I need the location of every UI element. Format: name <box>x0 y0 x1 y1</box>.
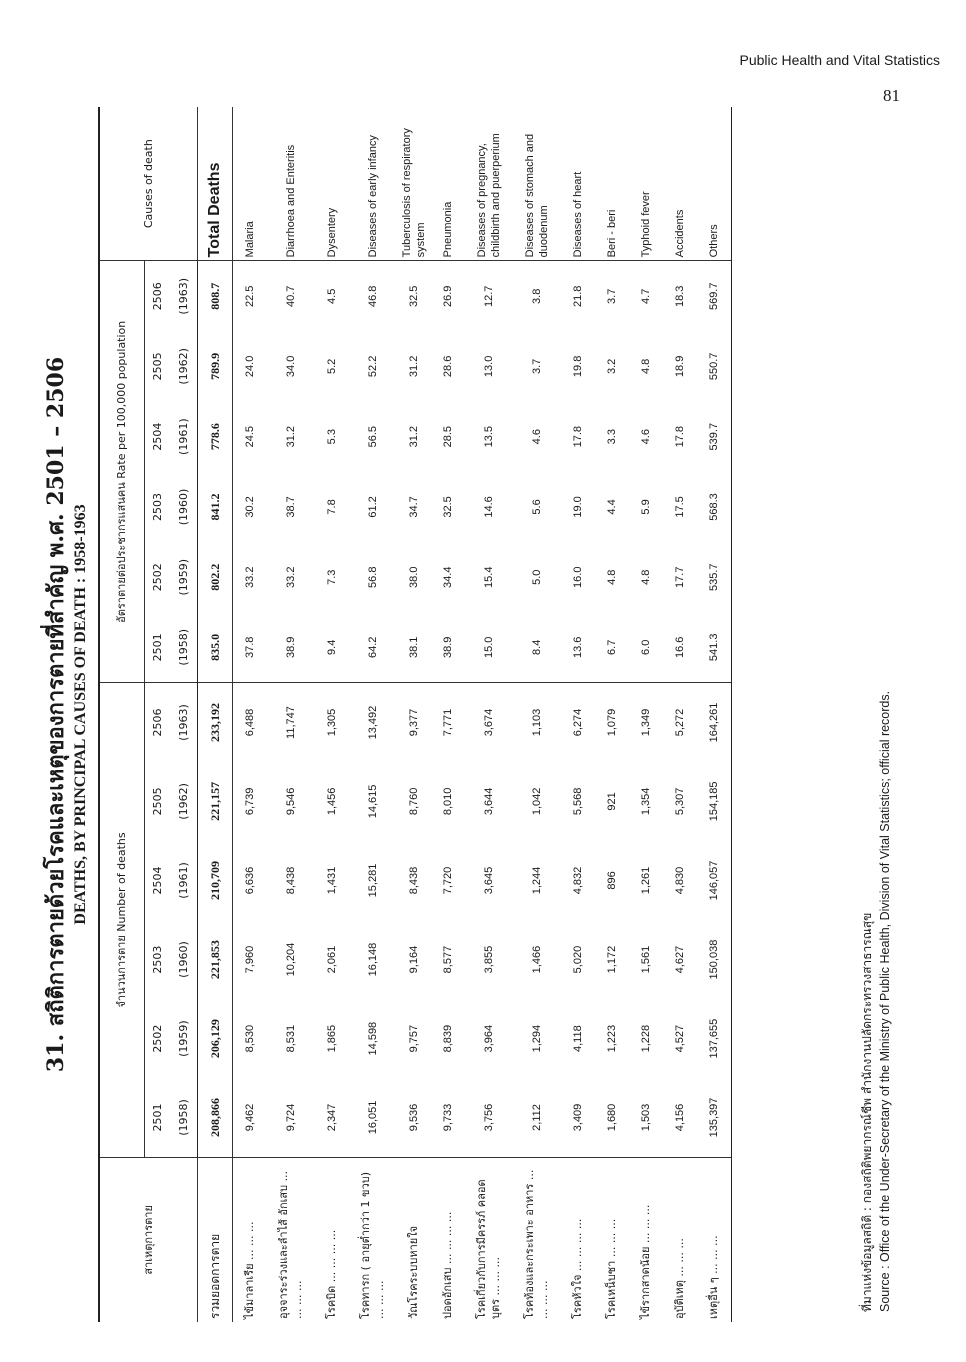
rate-value: 4.4 <box>606 499 618 515</box>
rate-value: 15.0 <box>465 612 513 682</box>
rate-value: 28.6 <box>442 355 454 378</box>
deaths-year-header: (1963) <box>171 683 198 762</box>
rate-value: 6.0 <box>629 612 663 682</box>
rate-value: 61.2 <box>367 496 379 518</box>
deaths-value: 1,456 <box>326 787 338 816</box>
cause-english: Malaria <box>233 107 268 261</box>
rate-value: 539.7 <box>697 402 732 472</box>
rate-value: 38.7 <box>285 496 297 518</box>
cause-thai: โรคทารก ( อายุต่ำกว่า 1 ขวบ) ... ... ... <box>349 1157 397 1322</box>
deaths-value: 8,760 <box>408 787 420 816</box>
deaths-value: 6,739 <box>244 787 256 816</box>
table-row <box>663 107 697 1322</box>
table-row <box>629 107 663 1322</box>
deaths-value: 3,855 <box>483 945 495 974</box>
rate-value: 38.9 <box>431 612 465 682</box>
deaths-value: 4,627 <box>674 945 686 974</box>
cause-thai: รวมยอดการตาย <box>198 1157 233 1322</box>
rate-value: 8.4 <box>513 612 561 682</box>
rate-value: 5.6 <box>531 499 543 515</box>
table-row <box>267 107 315 1322</box>
deaths-value: 210,709 <box>198 841 233 920</box>
deaths-table <box>98 107 732 1322</box>
deaths-value: 221,157 <box>198 762 233 841</box>
deaths-value: 1,431 <box>326 866 338 895</box>
table-row <box>513 107 561 1322</box>
rate-value: 64.2 <box>349 612 397 682</box>
rate-year-header: 2503 <box>151 492 164 521</box>
rate-value: 6.7 <box>595 612 629 682</box>
rate-year-header: 2501 <box>145 612 172 682</box>
cause-thai: ปอดอักเสบ ... ... ... ... <box>431 1157 465 1322</box>
rate-value: 9.4 <box>315 612 349 682</box>
rate-value: 15.4 <box>483 566 495 588</box>
deaths-value: 9,164 <box>408 945 420 974</box>
deaths-value: 10,204 <box>285 942 297 977</box>
rate-value: 12.7 <box>483 285 495 307</box>
deaths-value: 8,438 <box>408 866 420 895</box>
cause-english: Tuberculosis of respiratory system <box>397 107 431 261</box>
deaths-year-header: 2504 <box>151 866 164 895</box>
deaths-value: 4,118 <box>572 1025 584 1052</box>
cause-english: Accidents <box>663 107 697 261</box>
deaths-value: 8,438 <box>285 866 297 895</box>
cause-thai: โรคท้องและกระเพาะ อาหาร ... ... ... ... <box>513 1157 561 1322</box>
rate-value: 13.5 <box>483 425 495 448</box>
deaths-value: 9,462 <box>244 1103 256 1132</box>
rate-value: 7.8 <box>326 499 338 515</box>
rate-value: 18.9 <box>674 355 686 378</box>
deaths-value: 6,636 <box>244 866 256 895</box>
deaths-value: 9,733 <box>442 1103 454 1132</box>
deaths-value: 8,839 <box>442 1024 454 1053</box>
deaths-value: 1,503 <box>640 1103 652 1132</box>
cause-thai: อุบัติเหตุ ... ... ... <box>663 1157 697 1322</box>
deaths-year-header: (1958) <box>171 1078 198 1157</box>
table-row <box>431 107 465 1322</box>
rate-value: 17.8 <box>674 425 686 448</box>
cause-english: Diseases of early infancy <box>349 107 397 261</box>
rate-value: 7.3 <box>326 569 338 585</box>
deaths-value: 1,349 <box>640 708 652 737</box>
deaths-value: 6,488 <box>244 708 256 737</box>
deaths-value: 8,530 <box>244 1024 256 1053</box>
rate-value: 34.0 <box>285 355 297 378</box>
rate-value: 17.7 <box>674 566 686 588</box>
cause-thai: โรคบิด ... ... ... ... <box>315 1157 349 1322</box>
deaths-year-header: 2505 <box>151 787 164 816</box>
deaths-value: 4,832 <box>572 866 584 895</box>
rate-value: 33.2 <box>244 566 256 588</box>
rate-value: 24.5 <box>244 425 256 448</box>
deaths-value: 7,960 <box>244 945 256 974</box>
deaths-value: 3,644 <box>483 787 495 816</box>
rate-value: 56.8 <box>367 566 379 588</box>
rate-value: 835.0 <box>198 612 233 682</box>
rate-value: 19.0 <box>572 496 584 518</box>
rate-value: 4.8 <box>640 358 652 375</box>
cause-english: Diarrhoea and Enteritis <box>267 107 315 261</box>
deaths-value: 16,051 <box>367 1100 379 1135</box>
cause-thai: เหตุอื่น ๆ ... ... ... <box>697 1157 732 1322</box>
table-row <box>315 107 349 1322</box>
rate-year-header: (1959) <box>171 542 198 612</box>
deaths-value: 2,061 <box>326 945 338 974</box>
deaths-value: 1,294 <box>531 1024 543 1053</box>
rate-value: 5.0 <box>531 569 543 585</box>
rate-year-header: 2502 <box>151 563 164 592</box>
rate-value: 3.8 <box>531 288 543 304</box>
deaths-value: 7,720 <box>442 866 454 895</box>
rate-value: 5.2 <box>326 358 338 375</box>
deaths-value: 5,307 <box>674 787 686 816</box>
cause-english: Typhoid fever <box>629 107 663 261</box>
rate-value: 3.3 <box>606 429 618 445</box>
rotated-table-page <box>30 97 910 1332</box>
deaths-value: 3,645 <box>483 866 495 895</box>
deaths-value: 154,185 <box>697 762 732 841</box>
deaths-value: 1,680 <box>606 1103 618 1132</box>
deaths-value: 896 <box>606 871 618 890</box>
rate-value: 32.5 <box>408 285 420 307</box>
cause-english: Diseases of heart <box>561 107 595 261</box>
deaths-value: 3,756 <box>483 1103 495 1132</box>
rate-value: 5.3 <box>326 429 338 445</box>
rate-value: 789.9 <box>198 331 233 401</box>
deaths-value: 1,466 <box>531 945 543 974</box>
cause-thai: วัณโรคระบบหายใจ <box>397 1157 431 1322</box>
rate-value: 18.3 <box>674 285 686 307</box>
deaths-value: 9,724 <box>285 1103 297 1132</box>
deaths-value: 1,172 <box>606 945 618 974</box>
rate-value: 4.7 <box>640 288 652 304</box>
header-deaths-group: จำนวนการตาย Number of deaths <box>99 683 145 1158</box>
rate-value: 4.8 <box>606 569 618 585</box>
deaths-year-header: (1960) <box>171 920 198 999</box>
deaths-value: 5,272 <box>674 708 686 737</box>
rate-value: 4.6 <box>640 429 652 445</box>
header-rate-group: อัตราตายต่อประชากรแสนคน Rate per 100,000 population <box>99 261 145 683</box>
table-title-english: DEATHS, BY PRINCIPAL CAUSES OF DEATH : 1958-1963 <box>72 504 89 925</box>
rate-value: 4.8 <box>640 569 652 585</box>
deaths-value: 1,042 <box>531 787 543 816</box>
rate-value: 3.7 <box>531 358 543 375</box>
deaths-year-header: (1962) <box>171 762 198 841</box>
deaths-year-header: (1961) <box>171 841 198 920</box>
cause-thai: โรคเหน็บชา ... ... ... <box>595 1157 629 1322</box>
rate-year-header: 2506 <box>151 282 164 311</box>
deaths-value: 9,536 <box>408 1103 420 1132</box>
cause-english: Dysentery <box>315 107 349 261</box>
deaths-year-header: 2503 <box>151 945 164 974</box>
rate-value: 34.7 <box>408 496 420 518</box>
deaths-value: 7,771 <box>442 708 454 737</box>
deaths-year-header: (1959) <box>171 999 198 1078</box>
rate-value: 46.8 <box>367 285 379 307</box>
table-row <box>595 107 629 1322</box>
rate-value: 31.2 <box>408 355 420 378</box>
cause-english: Others <box>697 107 732 261</box>
rate-value: 30.2 <box>244 496 256 518</box>
deaths-value: 9,757 <box>408 1024 420 1053</box>
rate-value: 22.5 <box>244 285 256 307</box>
deaths-value: 8,010 <box>442 787 454 816</box>
source-note-english: Source : Office of the Under-Secretary of the Ministry of Public Health, Division of Vital Statistics; official records. <box>878 690 892 1312</box>
rate-value: 24.0 <box>244 355 256 378</box>
deaths-value: 135,397 <box>697 1078 732 1157</box>
deaths-value: 1,228 <box>640 1024 652 1053</box>
table-row <box>397 107 431 1322</box>
rate-value: 13.6 <box>561 612 595 682</box>
page-number: 81 <box>883 86 900 105</box>
deaths-value: 1,223 <box>606 1024 618 1053</box>
table-row <box>198 107 233 1322</box>
rate-value: 13.0 <box>483 355 495 378</box>
deaths-value: 2,347 <box>326 1103 338 1132</box>
source-note-thai: ที่มาแห่งข้อมูลสถิติ : กองสถิติพยากรณ์ชีพ สำนักงานปลัดกระทรวงสาธารณสุข <box>860 912 874 1312</box>
deaths-value: 1,079 <box>606 708 618 737</box>
rate-value: 14.6 <box>483 496 495 518</box>
cause-english: Beri - beri <box>595 107 629 261</box>
deaths-value: 1,261 <box>640 866 652 895</box>
deaths-value: 3,964 <box>483 1024 495 1053</box>
deaths-value: 4,527 <box>674 1024 686 1053</box>
deaths-value: 1,561 <box>640 945 652 974</box>
deaths-value: 150,038 <box>697 920 732 999</box>
cause-thai: โรคเกี่ยวกับการมีครรภ์ คลอดบุตร ... ... ... <box>465 1157 513 1322</box>
deaths-value: 206,129 <box>198 999 233 1078</box>
rate-value: 535.7 <box>697 542 732 612</box>
rate-value: 841.2 <box>198 472 233 542</box>
rate-year-header: (1958) <box>171 612 198 682</box>
rate-value: 568.3 <box>697 472 732 542</box>
rate-year-header: (1961) <box>171 402 198 472</box>
table-row <box>561 107 595 1322</box>
rate-year-header: 2504 <box>151 422 164 451</box>
rate-value: 38.9 <box>267 612 315 682</box>
rate-value: 569.7 <box>697 261 732 331</box>
deaths-value: 4,830 <box>674 866 686 895</box>
deaths-value: 8,531 <box>285 1024 297 1053</box>
rate-value: 5.9 <box>640 499 652 515</box>
deaths-value: 11,747 <box>285 706 297 739</box>
rate-value: 31.2 <box>285 425 297 448</box>
rate-value: 31.2 <box>408 425 420 448</box>
deaths-value: 137,655 <box>697 999 732 1078</box>
rate-year-header: (1963) <box>171 261 198 331</box>
header-cause-en: Causes of death <box>99 107 198 261</box>
deaths-year-header: 2506 <box>151 708 164 737</box>
rate-value: 34.4 <box>442 566 454 588</box>
deaths-value: 164,261 <box>697 683 732 762</box>
rate-value: 802.2 <box>198 542 233 612</box>
rate-value: 3.2 <box>606 358 618 375</box>
deaths-value: 13,492 <box>367 705 379 740</box>
rate-value: 541.3 <box>697 612 732 682</box>
table-row <box>697 107 732 1322</box>
rate-value: 778.6 <box>198 402 233 472</box>
deaths-value: 3,674 <box>483 708 495 737</box>
rate-value: 4.5 <box>326 288 338 304</box>
rate-value: 21.8 <box>572 285 584 307</box>
deaths-value: 1,354 <box>640 787 652 816</box>
cause-english: Total Deaths <box>198 107 233 261</box>
rate-value: 37.8 <box>233 612 268 682</box>
rate-value: 40.7 <box>285 285 297 307</box>
deaths-year-header: 2502 <box>151 1024 164 1053</box>
deaths-value: 15,281 <box>367 863 379 898</box>
rate-value: 16.6 <box>663 612 697 682</box>
deaths-year-header: 2501 <box>151 1103 164 1132</box>
deaths-value: 14,598 <box>367 1021 379 1056</box>
cause-thai: ไข้รากสาดน้อย ... ... ... <box>629 1157 663 1322</box>
rate-value: 3.7 <box>606 288 618 304</box>
rate-value: 17.8 <box>572 425 584 448</box>
rate-year-header: 2505 <box>151 352 164 381</box>
table-row <box>349 107 397 1322</box>
running-header: Public Health and Vital Statistics <box>739 52 940 68</box>
rate-value: 19.8 <box>572 355 584 378</box>
deaths-value: 16,148 <box>367 942 379 977</box>
deaths-value: 1,244 <box>531 866 543 895</box>
deaths-value: 1,103 <box>531 708 543 737</box>
rate-value: 808.7 <box>198 261 233 331</box>
deaths-value: 8,577 <box>442 945 454 974</box>
deaths-value: 146,057 <box>697 841 732 920</box>
deaths-value: 9,377 <box>408 708 420 737</box>
deaths-value: 1,305 <box>326 708 338 737</box>
rate-value: 28.5 <box>442 425 454 448</box>
cause-thai: โรคหัวใจ ... ... ... ... <box>561 1157 595 1322</box>
header-cause-th: สาเหตุการตาย <box>99 1157 198 1322</box>
deaths-value: 5,020 <box>572 945 584 974</box>
rate-value: 17.5 <box>674 496 686 518</box>
table-title-thai: 31. สถิติการตายด้วยโรคและเหตุของการตายที่สำคัญ พ.ศ. 2501 – 2506 <box>43 356 69 1073</box>
deaths-value: 1,865 <box>326 1024 338 1053</box>
rate-value: 52.2 <box>367 355 379 378</box>
deaths-value: 14,615 <box>367 784 379 819</box>
cause-thai: ไข้มาลาเรีย ... ... ... <box>233 1157 268 1322</box>
rate-value: 33.2 <box>285 566 297 588</box>
rate-value: 550.7 <box>697 331 732 401</box>
cause-english: Diseases of pregnancy, childbirth and puerperium <box>465 107 513 261</box>
deaths-value: 2,112 <box>531 1104 543 1131</box>
rate-value: 38.1 <box>397 612 431 682</box>
cause-english: Diseases of stomach and duodenum <box>513 107 561 261</box>
deaths-value: 208,866 <box>198 1078 233 1157</box>
rate-year-header: (1962) <box>171 331 198 401</box>
cause-english: Pneumonia <box>431 107 465 261</box>
rate-value: 26.9 <box>442 285 454 307</box>
rate-value: 16.0 <box>572 566 584 588</box>
deaths-value: 5,568 <box>572 787 584 816</box>
rate-value: 4.6 <box>531 429 543 445</box>
cause-thai: อุจจาระร่วงและลำไส้ อักเสบ ... ... ... ... <box>267 1157 315 1322</box>
table-row <box>465 107 513 1322</box>
deaths-value: 221,853 <box>198 920 233 999</box>
deaths-value: 921 <box>606 792 618 811</box>
deaths-value: 4,156 <box>674 1103 686 1132</box>
deaths-value: 9,546 <box>285 787 297 816</box>
rate-value: 32.5 <box>442 496 454 518</box>
rate-year-header: (1960) <box>171 472 198 542</box>
deaths-value: 233,192 <box>198 683 233 762</box>
table-row <box>233 107 268 1322</box>
deaths-value: 6,274 <box>572 708 584 737</box>
rate-value: 38.0 <box>408 566 420 588</box>
deaths-value: 3,409 <box>572 1103 584 1132</box>
rate-value: 56.5 <box>367 425 379 448</box>
